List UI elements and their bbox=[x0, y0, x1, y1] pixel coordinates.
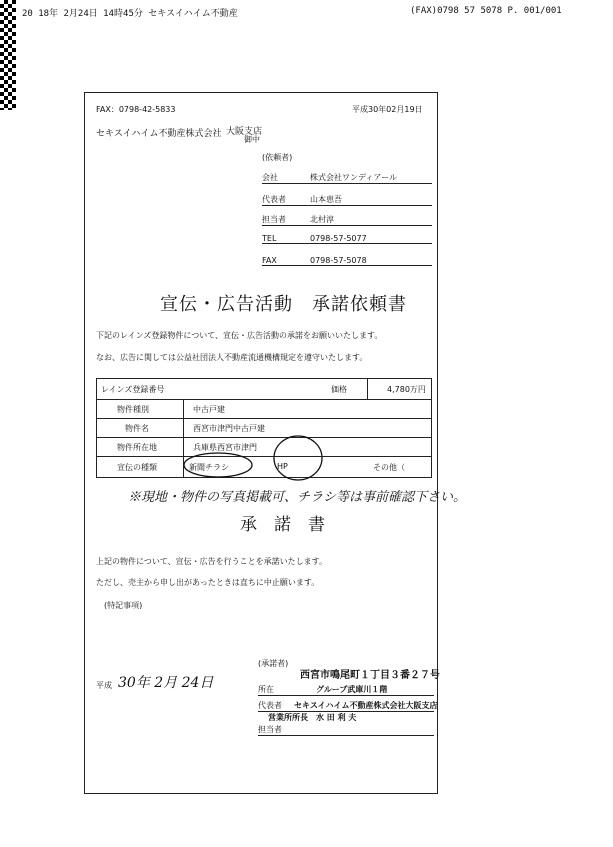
requester-heading: (依頼者) bbox=[262, 153, 293, 162]
person-label: 担当者 bbox=[262, 215, 286, 224]
approval-line-2: ただし、売主から申し出があったときは直ちに中止願います。 bbox=[96, 578, 320, 587]
tel-label: TEL bbox=[262, 234, 277, 243]
fax-header-right: (FAX)0798 57 5078 P. 001/001 bbox=[410, 6, 562, 16]
requester-person-row bbox=[262, 214, 432, 226]
handwritten-date: 30年 2月 24日 bbox=[118, 675, 214, 691]
approver-address-1: 西宮市鳴尾町１丁目３番２７号 bbox=[300, 670, 440, 681]
fax-value: 0798-57-5078 bbox=[310, 256, 367, 265]
type-label: 物件種別 bbox=[117, 405, 149, 414]
approver-address-2: グループ武庫川１階 bbox=[316, 685, 388, 694]
method-web: HP bbox=[277, 462, 288, 471]
handwritten-note: ※現地・物件の写真掲載可、チラシ等は事前確認下さい。 bbox=[128, 490, 467, 505]
addressee-company: セキスイハイム不動産株式会社 bbox=[96, 129, 222, 139]
reins-label: レインズ登録番号 bbox=[101, 385, 165, 394]
requester-fax-row bbox=[262, 256, 432, 266]
letter-paragraph-2: なお、広告に関しては公益社団法人不動産流通機構規定を遵守いたします。 bbox=[96, 353, 368, 362]
flyer-circle bbox=[184, 453, 252, 477]
requester-tel-row bbox=[262, 234, 432, 244]
approver-rep-value: セキスイハイム不動産株式会社大阪支店 bbox=[294, 701, 438, 710]
addressee-suffix: 御中 bbox=[244, 135, 260, 144]
address-label: 物件所在地 bbox=[117, 443, 157, 452]
letter-fax-no: FAX：0798-42-5833 bbox=[96, 105, 176, 114]
method-flyer: 新聞チラシ bbox=[189, 463, 229, 472]
address-value: 兵庫県西宮市津門 bbox=[193, 443, 257, 452]
approver-rep-label: 代表者 bbox=[258, 701, 282, 710]
approver-rep-row bbox=[258, 700, 438, 712]
approver-addr-label: 所在 bbox=[258, 685, 274, 694]
approver-heading: (承諾者) bbox=[258, 659, 289, 668]
approver-person-label: 担当者 bbox=[258, 725, 282, 734]
letter-paragraph-1: 下記のレインズ登録物件について、宣伝・広告活動の承諾をお願いいたします。 bbox=[96, 331, 383, 340]
approver-person-row bbox=[258, 724, 434, 736]
fax-edge-pattern bbox=[0, 0, 16, 110]
era-label: 平成 bbox=[96, 681, 112, 690]
table-row bbox=[97, 399, 431, 419]
company-label: 会社 bbox=[262, 173, 278, 182]
price-label: 価格 bbox=[331, 385, 347, 394]
company-value: 株式会社ワンディアール bbox=[310, 173, 397, 182]
name-label: 物件名 bbox=[125, 424, 149, 433]
approver-rep-value-2: 営業所所長 水 田 利 夫 bbox=[268, 713, 357, 722]
approver-address-row bbox=[258, 684, 434, 696]
person-value: 北村淳 bbox=[310, 215, 334, 224]
method-label: 宣伝の種類 bbox=[117, 463, 157, 472]
letter-date: 平成30年02月19日 bbox=[352, 105, 423, 114]
web-circle bbox=[274, 436, 322, 480]
approval-line-1: 上記の物件について、宣伝・広告を行うことを承諾いたします。 bbox=[96, 557, 328, 566]
requester-company-row bbox=[262, 172, 432, 184]
approval-title: 承 諾 書 bbox=[240, 515, 325, 535]
method-other: その他（ bbox=[373, 463, 405, 472]
table-row bbox=[97, 379, 431, 400]
price-value: 4,780万円 bbox=[387, 385, 426, 394]
name-value: 西宮市津門中古戸建 bbox=[193, 424, 265, 433]
fax-header-left: 20 18年 2月24日 14時45分 セキスイハイム不動産 bbox=[22, 9, 238, 19]
addressee-branch: 大阪支店 bbox=[226, 127, 263, 137]
letter-title: 宣伝・広告活動 承諾依頼書 bbox=[160, 294, 407, 315]
fax-label: FAX bbox=[262, 256, 277, 265]
rep-value: 山本恵吾 bbox=[310, 195, 342, 204]
handwritten-circles bbox=[178, 430, 338, 490]
tel-value: 0798-57-5077 bbox=[310, 234, 367, 243]
requester-rep-row bbox=[262, 194, 432, 206]
divider bbox=[367, 379, 368, 399]
rep-label: 代表者 bbox=[262, 195, 286, 204]
special-conditions: (特記事項) bbox=[104, 601, 143, 610]
type-value: 中古戸建 bbox=[193, 405, 225, 414]
